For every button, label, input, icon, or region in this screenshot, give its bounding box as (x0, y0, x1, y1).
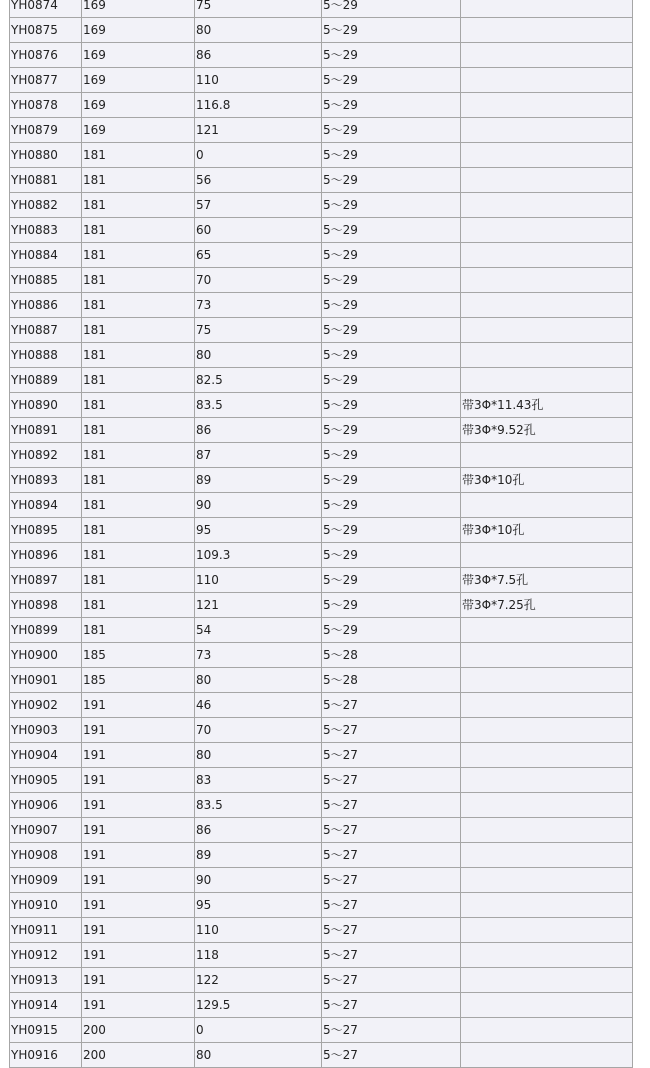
table-cell (461, 618, 633, 643)
table-row (10, 568, 633, 593)
table-cell: 191 (82, 743, 195, 768)
table-row (10, 868, 633, 893)
table-cell (461, 93, 633, 118)
table-row (10, 818, 633, 843)
table-cell: YH0901 (10, 668, 82, 693)
table-cell (461, 943, 633, 968)
table-cell: 5～29 (322, 43, 461, 68)
table-cell: YH0875 (10, 18, 82, 43)
table-cell: 89 (195, 843, 322, 868)
table-cell: 129.5 (195, 993, 322, 1018)
table-cell: 86 (195, 818, 322, 843)
table-cell (461, 118, 633, 143)
table-cell: YH0910 (10, 893, 82, 918)
table-cell: 90 (195, 868, 322, 893)
table-row (10, 643, 633, 668)
table-cell (461, 968, 633, 993)
table-cell (461, 993, 633, 1018)
table-cell: 5～27 (322, 943, 461, 968)
table-cell: 191 (82, 943, 195, 968)
table-cell: 110 (195, 568, 322, 593)
table-cell: 95 (195, 518, 322, 543)
table-cell: 54 (195, 618, 322, 643)
table-cell: 80 (195, 343, 322, 368)
table-cell: 200 (82, 1018, 195, 1043)
table-row (10, 893, 633, 918)
table-cell: YH0892 (10, 443, 82, 468)
table-cell: 87 (195, 443, 322, 468)
table-cell: YH0885 (10, 268, 82, 293)
table-cell: 5～29 (322, 493, 461, 518)
table-cell: 5～29 (322, 193, 461, 218)
table-cell: 191 (82, 693, 195, 718)
table-cell: YH0916 (10, 1043, 82, 1068)
table-cell (461, 818, 633, 843)
table-row (10, 743, 633, 768)
table-cell (461, 843, 633, 868)
table-row (10, 118, 633, 143)
table-cell (461, 143, 633, 168)
table-row (10, 0, 633, 18)
table-cell: YH0880 (10, 143, 82, 168)
table-cell: YH0897 (10, 568, 82, 593)
table-cell: 5～29 (322, 318, 461, 343)
table-cell: 169 (82, 18, 195, 43)
table-cell (461, 868, 633, 893)
table-cell: 5～29 (322, 368, 461, 393)
table-row (10, 593, 633, 618)
table-cell: 带3Φ*9.52孔 (461, 418, 633, 443)
table-cell: 83.5 (195, 793, 322, 818)
table-cell: 181 (82, 143, 195, 168)
table-cell: 181 (82, 243, 195, 268)
table-cell: YH0895 (10, 518, 82, 543)
table-cell: YH0879 (10, 118, 82, 143)
table-row (10, 718, 633, 743)
table-cell: 5～27 (322, 693, 461, 718)
table-cell: 5～29 (322, 518, 461, 543)
table-cell: 5～27 (322, 968, 461, 993)
table-cell: 60 (195, 218, 322, 243)
table-row (10, 1018, 633, 1043)
table-cell: YH0913 (10, 968, 82, 993)
table-cell (461, 693, 633, 718)
table-cell: YH0891 (10, 418, 82, 443)
table-cell: 5～27 (322, 868, 461, 893)
table-cell (461, 443, 633, 468)
table-cell (461, 1043, 633, 1068)
table-row (10, 268, 633, 293)
table-row (10, 843, 633, 868)
table-cell: YH0878 (10, 93, 82, 118)
table-cell: YH0898 (10, 593, 82, 618)
table-cell: YH0899 (10, 618, 82, 643)
table-cell: 5～28 (322, 668, 461, 693)
table-cell: 5～29 (322, 268, 461, 293)
table-cell (461, 318, 633, 343)
table-cell: 191 (82, 768, 195, 793)
table-cell: 5～29 (322, 593, 461, 618)
table-cell: YH0914 (10, 993, 82, 1018)
table-cell: 181 (82, 418, 195, 443)
table-cell: 181 (82, 518, 195, 543)
table-cell: YH0886 (10, 293, 82, 318)
table-row (10, 993, 633, 1018)
table-cell: 5～29 (322, 568, 461, 593)
table-cell: 181 (82, 443, 195, 468)
table-cell: 191 (82, 968, 195, 993)
table-cell: YH0905 (10, 768, 82, 793)
table-row (10, 43, 633, 68)
table-cell: 46 (195, 693, 322, 718)
table-cell: 80 (195, 743, 322, 768)
table-cell: 5～27 (322, 893, 461, 918)
table-row (10, 243, 633, 268)
table-cell: 181 (82, 168, 195, 193)
table-cell: 0 (195, 1018, 322, 1043)
table-cell: 116.8 (195, 93, 322, 118)
table-cell: 5～27 (322, 743, 461, 768)
table-cell: 5～29 (322, 143, 461, 168)
table-cell: 80 (195, 1043, 322, 1068)
table-cell: 65 (195, 243, 322, 268)
table-cell: YH0883 (10, 218, 82, 243)
table-cell: 181 (82, 493, 195, 518)
table-cell: 5～27 (322, 818, 461, 843)
table-cell (461, 218, 633, 243)
table-cell: 5～29 (322, 0, 461, 18)
table-cell: 86 (195, 43, 322, 68)
table-cell: 73 (195, 293, 322, 318)
spec-table (9, 0, 633, 1068)
table-cell: YH0915 (10, 1018, 82, 1043)
table-row (10, 543, 633, 568)
table-cell: YH0874 (10, 0, 82, 18)
table-cell: YH0912 (10, 943, 82, 968)
table-row (10, 493, 633, 518)
table-cell: YH0911 (10, 918, 82, 943)
table-cell: YH0877 (10, 68, 82, 93)
table-cell: 5～29 (322, 343, 461, 368)
table-cell: 带3Φ*11.43孔 (461, 393, 633, 418)
table-cell: 191 (82, 893, 195, 918)
table-cell: 5～27 (322, 918, 461, 943)
table-cell (461, 893, 633, 918)
table-cell: 5～29 (322, 243, 461, 268)
table-row (10, 768, 633, 793)
table-cell: 169 (82, 118, 195, 143)
table-cell (461, 543, 633, 568)
table-cell: 5～27 (322, 843, 461, 868)
table-cell: YH0887 (10, 318, 82, 343)
table-cell: 181 (82, 618, 195, 643)
table-cell: 5～29 (322, 118, 461, 143)
table-row (10, 968, 633, 993)
table-cell (461, 68, 633, 93)
table-cell: YH0900 (10, 643, 82, 668)
table-cell (461, 243, 633, 268)
table-cell (461, 918, 633, 943)
table-cell (461, 343, 633, 368)
table-cell (461, 293, 633, 318)
table-cell (461, 168, 633, 193)
table-cell: 5～29 (322, 18, 461, 43)
table-cell: 181 (82, 193, 195, 218)
table-row (10, 68, 633, 93)
table-cell: 5～29 (322, 293, 461, 318)
table-cell: 带3Φ*7.5孔 (461, 568, 633, 593)
table-row (10, 18, 633, 43)
table-cell: 191 (82, 868, 195, 893)
table-cell: 5～27 (322, 793, 461, 818)
table-cell: 82.5 (195, 368, 322, 393)
table-row (10, 368, 633, 393)
table-cell: 5～29 (322, 393, 461, 418)
table-cell: 121 (195, 118, 322, 143)
table-cell (461, 643, 633, 668)
table-row (10, 443, 633, 468)
table-cell (461, 743, 633, 768)
table-cell: 5～27 (322, 1043, 461, 1068)
table-cell: 181 (82, 568, 195, 593)
table-cell: 5～28 (322, 643, 461, 668)
table-cell: 83.5 (195, 393, 322, 418)
table-row (10, 293, 633, 318)
table-cell: 5～29 (322, 168, 461, 193)
table-cell: 185 (82, 643, 195, 668)
table-row (10, 418, 633, 443)
table-cell: 169 (82, 68, 195, 93)
table-cell: 5～29 (322, 543, 461, 568)
table-cell: YH0888 (10, 343, 82, 368)
table-cell: 带3Φ*10孔 (461, 518, 633, 543)
table-cell: 75 (195, 318, 322, 343)
table-cell: 181 (82, 393, 195, 418)
table-cell: 带3Φ*7.25孔 (461, 593, 633, 618)
table-cell: 191 (82, 843, 195, 868)
table-cell: 181 (82, 343, 195, 368)
table-cell: 181 (82, 543, 195, 568)
table-cell: 181 (82, 318, 195, 343)
table-row (10, 168, 633, 193)
table-cell: 181 (82, 468, 195, 493)
table-cell (461, 268, 633, 293)
table-cell: 118 (195, 943, 322, 968)
table-cell: 122 (195, 968, 322, 993)
table-cell: 191 (82, 718, 195, 743)
table-cell: YH0884 (10, 243, 82, 268)
table-row (10, 793, 633, 818)
table-cell: 带3Φ*10孔 (461, 468, 633, 493)
table-cell: 169 (82, 43, 195, 68)
table-cell (461, 368, 633, 393)
table-cell: 5～29 (322, 618, 461, 643)
table-cell: 75 (195, 0, 322, 18)
table-cell (461, 718, 633, 743)
table-cell: 5～29 (322, 443, 461, 468)
table-cell: 191 (82, 993, 195, 1018)
table-row (10, 943, 633, 968)
table-row (10, 143, 633, 168)
table-row (10, 343, 633, 368)
table-cell (461, 18, 633, 43)
table-cell: 200 (82, 1043, 195, 1068)
table-cell: 191 (82, 793, 195, 818)
table-cell (461, 668, 633, 693)
table-cell: 56 (195, 168, 322, 193)
table-cell: YH0906 (10, 793, 82, 818)
table-cell: YH0889 (10, 368, 82, 393)
table-cell: 80 (195, 18, 322, 43)
table-cell: 5～29 (322, 468, 461, 493)
spec-table-body (10, 0, 633, 1068)
table-cell: YH0908 (10, 843, 82, 868)
table-row (10, 393, 633, 418)
table-cell: 109.3 (195, 543, 322, 568)
table-cell: 89 (195, 468, 322, 493)
table-cell: YH0896 (10, 543, 82, 568)
table-row (10, 668, 633, 693)
table-cell: YH0907 (10, 818, 82, 843)
table-cell: 191 (82, 818, 195, 843)
table-cell: 5～29 (322, 93, 461, 118)
table-row (10, 518, 633, 543)
table-cell: YH0894 (10, 493, 82, 518)
table-cell: 181 (82, 593, 195, 618)
table-cell: YH0909 (10, 868, 82, 893)
table-cell: YH0902 (10, 693, 82, 718)
table-cell: 110 (195, 918, 322, 943)
table-cell (461, 1018, 633, 1043)
table-cell: 181 (82, 368, 195, 393)
table-cell: 57 (195, 193, 322, 218)
table-cell: 169 (82, 0, 195, 18)
table-cell: 80 (195, 668, 322, 693)
table-cell: 5～29 (322, 418, 461, 443)
table-cell: 5～27 (322, 993, 461, 1018)
table-cell: 0 (195, 143, 322, 168)
table-row (10, 318, 633, 343)
table-cell: 5～27 (322, 1018, 461, 1043)
table-row (10, 218, 633, 243)
table-cell: 181 (82, 293, 195, 318)
table-cell: 70 (195, 718, 322, 743)
table-cell (461, 768, 633, 793)
table-row (10, 1043, 633, 1068)
table-row (10, 693, 633, 718)
table-cell: 191 (82, 918, 195, 943)
table-cell: 5～27 (322, 768, 461, 793)
table-cell: 185 (82, 668, 195, 693)
table-cell: 95 (195, 893, 322, 918)
table-cell: YH0882 (10, 193, 82, 218)
table-cell: 86 (195, 418, 322, 443)
table-cell (461, 43, 633, 68)
table-cell: 181 (82, 268, 195, 293)
table-cell: 110 (195, 68, 322, 93)
table-cell: YH0881 (10, 168, 82, 193)
table-cell: 121 (195, 593, 322, 618)
table-cell: YH0890 (10, 393, 82, 418)
table-cell (461, 193, 633, 218)
table-cell: 181 (82, 218, 195, 243)
table-row (10, 93, 633, 118)
table-cell: 73 (195, 643, 322, 668)
table-cell: YH0876 (10, 43, 82, 68)
table-cell: 70 (195, 268, 322, 293)
table-row (10, 618, 633, 643)
table-row (10, 918, 633, 943)
table-row (10, 468, 633, 493)
table-cell: 5～27 (322, 718, 461, 743)
table-cell: 5～29 (322, 68, 461, 93)
table-cell (461, 0, 633, 18)
table-cell: 5～29 (322, 218, 461, 243)
table-cell: 83 (195, 768, 322, 793)
table-row (10, 193, 633, 218)
table-cell: YH0903 (10, 718, 82, 743)
table-cell (461, 793, 633, 818)
table-cell (461, 493, 633, 518)
table-cell: 90 (195, 493, 322, 518)
table-cell: 169 (82, 93, 195, 118)
table-cell: YH0893 (10, 468, 82, 493)
table-cell: YH0904 (10, 743, 82, 768)
